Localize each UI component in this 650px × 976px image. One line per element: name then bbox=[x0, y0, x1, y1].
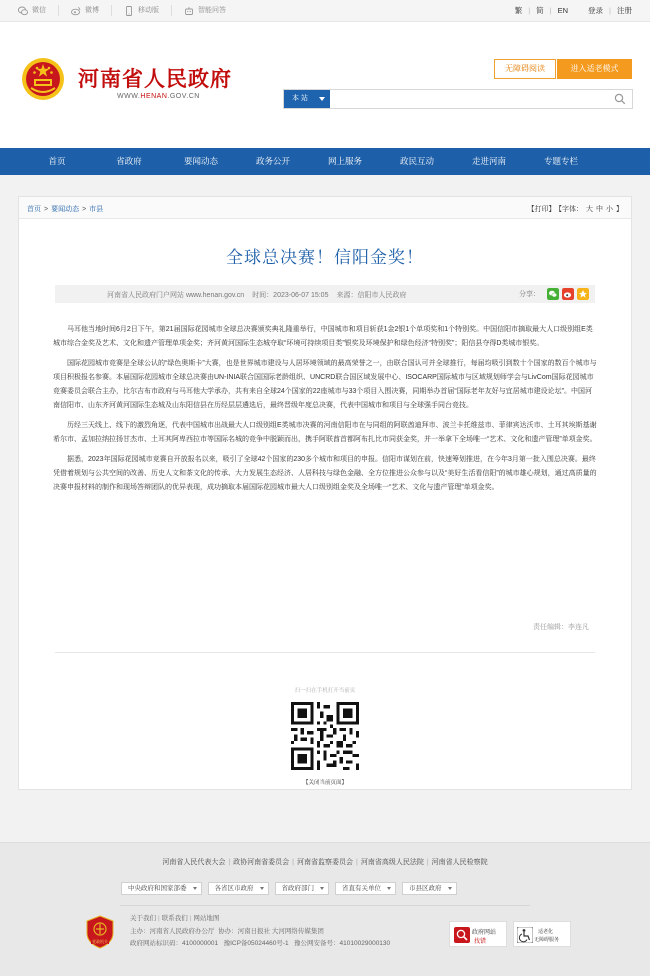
footer-site-code: 政府网站标识码：4100000001 bbox=[130, 940, 219, 947]
close-page-link[interactable]: 【关闭当前页面】 bbox=[302, 780, 347, 786]
font-size-medium[interactable]: 中 bbox=[596, 206, 603, 213]
badge-title: 适老化 bbox=[538, 929, 554, 935]
separator: | bbox=[549, 6, 552, 15]
select-central-government[interactable] bbox=[121, 882, 202, 895]
divider bbox=[55, 652, 595, 653]
badge-subtitle: 找错 bbox=[474, 939, 487, 945]
select-city-county[interactable] bbox=[402, 882, 457, 895]
party-government-badge-icon[interactable] bbox=[86, 915, 114, 949]
badge-title: 政府网站 bbox=[472, 930, 497, 936]
share-bar bbox=[519, 288, 589, 300]
site-header bbox=[0, 22, 650, 148]
footer-info bbox=[130, 913, 390, 951]
national-emblem-icon[interactable] bbox=[21, 57, 65, 101]
mobile-icon bbox=[124, 6, 134, 16]
separator: | bbox=[426, 859, 429, 866]
meta-text bbox=[107, 290, 414, 300]
qr-code-image bbox=[291, 702, 359, 770]
top-right-links bbox=[515, 5, 632, 16]
article-paragraph: 国际花园城市竞赛是全球公认的“绿色奥斯卡”大赛，也是世界城市建设与人居环境领域的最高荣誉之一，由联合国认可并全球推行，每届均吸引到数十个国家的数百个城市与项目积极报名参赛。本届国际花园城市全球总决赛由UN-INIA联合国国际老龄组织、UNCRD联合国区域发展中心、ISOCARP国际城市与区域规划师学会与LivCom国际花园城市竞赛委员会联合主办，比尔吉布市政府与马耳他大学承办，共有来自全球24个国家的22座城市与33个项目入围决赛，同期举办首届“国际老年友好与宜居城市建设论坛”。中国河南信阳市、山东齐河黄河国际生态城及山东阳信县在历经层层遴选后，最终晋级年度总决赛，代表中国城市和项目与全球强手同台竞技。 bbox=[53, 360, 597, 409]
party-badge-text: 党政机关 bbox=[92, 938, 108, 944]
elder-mode-button[interactable]: 进入适老模式 bbox=[557, 59, 632, 79]
breadcrumb-home[interactable]: 首页 bbox=[27, 206, 41, 213]
breadcrumb-bar bbox=[19, 197, 631, 219]
url-main: HENAN bbox=[140, 93, 168, 100]
footer-selects bbox=[121, 882, 457, 895]
nav-item-home[interactable]: 首页 bbox=[48, 156, 66, 166]
chevron-down-icon bbox=[387, 887, 391, 890]
nav-item-public-affairs[interactable]: 政务公开 bbox=[255, 156, 290, 166]
select-label: 各省区市政府 bbox=[214, 885, 254, 892]
footer-nav-links bbox=[130, 913, 390, 926]
search-input[interactable] bbox=[332, 91, 602, 107]
footer-contact[interactable]: 联系我们 bbox=[161, 915, 188, 922]
article-panel bbox=[18, 196, 632, 790]
font-size-small[interactable]: 小 bbox=[606, 206, 613, 213]
footer-host-line bbox=[130, 926, 390, 939]
top-link-weibo[interactable] bbox=[71, 5, 112, 16]
top-link-label: 微信 bbox=[32, 7, 46, 14]
url-prefix: WWW. bbox=[117, 93, 141, 100]
separator: | bbox=[228, 859, 231, 866]
article-paragraph: 历经三天线上、线下的激烈角逐，代表中国城市出战最大人口级别组E类城市决赛的河南信阳市在与同组的阿联酋迪拜市、波兰卡托维兹市、菲律宾达沃市、土耳其埃斯基谢希尔市、孟加拉纳拉扬甘杰市、土耳其阿卑西拉市等国际名城的竞争中脱颖而出，携手阿联酋首都阿布扎比市同获金奖，并一举拿下全场唯一“艺术、文化和遗产管理”单项金奖。 bbox=[53, 422, 597, 443]
footer-org-links bbox=[0, 857, 650, 867]
footer-cohost-label: 协办： bbox=[218, 927, 238, 935]
lang-english[interactable]: EN bbox=[557, 6, 569, 15]
url-suffix: .GOV.CN bbox=[167, 93, 200, 100]
robot-icon bbox=[184, 6, 194, 16]
select-label: 省政府部门 bbox=[281, 885, 314, 892]
top-link-qa[interactable] bbox=[184, 5, 238, 16]
nav-item-interaction[interactable]: 政民互动 bbox=[399, 156, 434, 166]
top-link-label: 智能问答 bbox=[198, 7, 226, 14]
footer-icp[interactable]: 豫ICP备05024460号-1 bbox=[223, 940, 289, 947]
separator: | bbox=[158, 915, 160, 922]
article-meta bbox=[55, 285, 595, 303]
wechat-share-icon[interactable] bbox=[547, 288, 559, 300]
footer-police-record[interactable]: 豫公网安备号：41010029000130 bbox=[294, 940, 391, 947]
error-report-icon bbox=[454, 927, 470, 943]
nav-item-news[interactable]: 要闻动态 bbox=[183, 156, 218, 166]
main-nav bbox=[0, 148, 650, 175]
top-link-wechat[interactable] bbox=[18, 5, 59, 16]
top-link-label: 移动版 bbox=[138, 7, 159, 14]
nav-item-about-henan[interactable]: 走进河南 bbox=[471, 156, 506, 166]
badge-subtitle: 无障碍服务 bbox=[534, 937, 560, 943]
weibo-icon bbox=[71, 6, 81, 16]
select-provinces[interactable] bbox=[208, 882, 269, 895]
divider bbox=[120, 905, 530, 906]
breadcrumb bbox=[27, 204, 103, 214]
font-size-end: 】 bbox=[616, 206, 623, 213]
site-title[interactable]: 河南省人民政府 bbox=[78, 66, 232, 91]
register-link[interactable]: 注册 bbox=[617, 6, 632, 15]
select-provincial-units[interactable] bbox=[335, 882, 396, 895]
chevron-down-icon bbox=[319, 97, 325, 101]
lang-simplified[interactable]: 简 bbox=[536, 6, 544, 15]
footer-about[interactable]: 关于我们 bbox=[130, 915, 156, 922]
article-tools bbox=[525, 204, 624, 214]
print-button[interactable]: 【打印】 bbox=[527, 206, 556, 213]
weibo-share-icon[interactable] bbox=[562, 288, 574, 300]
wechat-icon bbox=[18, 6, 28, 16]
separator: | bbox=[292, 859, 294, 866]
top-link-mobile[interactable] bbox=[124, 5, 172, 16]
chevron-down-icon bbox=[260, 887, 264, 890]
meta-source-site: 河南省人民政府门户网站 www.henan.gov.cn bbox=[107, 292, 245, 299]
article-paragraph: 据悉，2023年国际花园城市竞赛自开放报名以来，吸引了全球42个国家的230多个城市和项目的申报。信阳市谋划在前，快速筹划推进，在今年3月第一批入围总决赛。最终凭借着规划与公共空间的改善、历史人文和茶文化的传承、大力发展生态经济、人居科技与绿色金融、全方位推进公众参与以及“美好生活看信阳”的城市雄心规划，通过高质量的决赛申报材料的制作和现场答辩团队的优异表现，成功摘取本届国际花园城市最大人口级别组金奖及全场唯一“艺术、文化与遗产管理”单项金奖。 bbox=[53, 456, 597, 491]
accessibility-icon bbox=[517, 927, 533, 943]
top-link-label: 微博 bbox=[85, 7, 99, 14]
share-label: 分享： bbox=[519, 291, 540, 298]
accessible-reading-button[interactable]: 无障碍阅读 bbox=[494, 59, 556, 79]
select-label: 中央政府和国家部委 bbox=[128, 885, 187, 892]
meta-source: 来源：信阳市人民政府 bbox=[336, 292, 407, 299]
separator: | bbox=[609, 6, 611, 15]
font-size-large[interactable]: 大 bbox=[586, 206, 593, 213]
top-links bbox=[18, 5, 250, 16]
separator: | bbox=[356, 859, 358, 866]
breadcrumb-separator: > bbox=[44, 206, 49, 213]
site-url bbox=[117, 93, 200, 100]
chevron-down-icon bbox=[448, 887, 452, 890]
separator: | bbox=[528, 6, 531, 15]
lang-traditional[interactable]: 繁 bbox=[514, 6, 523, 15]
footer-host: 主办：河南省人民政府办公厅 bbox=[130, 927, 215, 935]
nav-item-topics[interactable]: 专题专栏 bbox=[543, 156, 578, 166]
chevron-down-icon bbox=[193, 887, 197, 890]
breadcrumb-news[interactable]: 要闻动态 bbox=[51, 206, 80, 213]
site-footer bbox=[0, 842, 650, 976]
footer-registration-line bbox=[130, 938, 390, 951]
select-provincial-departments[interactable] bbox=[275, 882, 330, 895]
footer-link-court[interactable]: 河南省高级人民法院 bbox=[360, 859, 424, 866]
footer-cohost-units: 河南日报社 大河网络传媒集团 bbox=[237, 927, 324, 935]
search-icon[interactable] bbox=[614, 93, 626, 105]
chevron-down-icon bbox=[320, 887, 324, 890]
article-title: 全球总决赛！信阳金奖！ bbox=[226, 248, 424, 267]
elder-accessible-badge[interactable] bbox=[513, 921, 571, 947]
responsible-editor: 责任编辑：李连凡 bbox=[533, 624, 589, 631]
footer-link-congress[interactable]: 河南省人民代表大会 bbox=[162, 859, 226, 866]
qr-caption: 扫一扫在手机打开当前页 bbox=[294, 688, 356, 694]
top-bar bbox=[0, 0, 650, 22]
footer-sitemap[interactable]: 网站地图 bbox=[193, 915, 220, 922]
footer-link-supervision[interactable]: 河南省监察委员会 bbox=[297, 859, 353, 866]
font-size-label: 【字体： bbox=[558, 206, 583, 213]
website-error-report-badge[interactable] bbox=[449, 921, 507, 947]
separator: | bbox=[189, 915, 192, 922]
select-label: 省直有关单位 bbox=[342, 885, 381, 892]
meta-time: 时间：2023-06-07 15:05 bbox=[252, 292, 329, 299]
search-scope-label: 本 站 bbox=[292, 95, 308, 102]
qzone-share-icon[interactable] bbox=[577, 288, 589, 300]
search-scope-select[interactable] bbox=[284, 90, 330, 108]
nav-item-government[interactable]: 省政府 bbox=[116, 156, 142, 166]
login-link[interactable]: 登录 bbox=[588, 6, 604, 15]
search-box bbox=[283, 89, 633, 109]
breadcrumb-separator: > bbox=[82, 206, 87, 213]
article-body bbox=[53, 323, 599, 501]
footer-link-procuratorate[interactable]: 河南省人民检察院 bbox=[431, 859, 488, 866]
footer-link-cppcc[interactable]: 政协河南省委员会 bbox=[233, 859, 290, 866]
select-label: 市县区政府 bbox=[409, 885, 442, 892]
nav-item-online-services[interactable]: 网上服务 bbox=[327, 156, 362, 166]
breadcrumb-county[interactable]: 市县 bbox=[89, 206, 104, 213]
article-paragraph: 马耳他当地时间6月2日下午，第21届国际花园城市全球总决赛颁奖典礼隆重举行，中国城市和项目斩获1金2银1个单项奖和1个特别奖。中国信阳市摘取最大人口级别组E类城市综合金奖及艺术、文化和遗产管理单项金奖；齐河黄河国际生态城夺取“环境可持续项目类”银奖及环境保护和绿色经济“特别奖”；阳信县夺得D类城市银奖。 bbox=[53, 326, 593, 347]
